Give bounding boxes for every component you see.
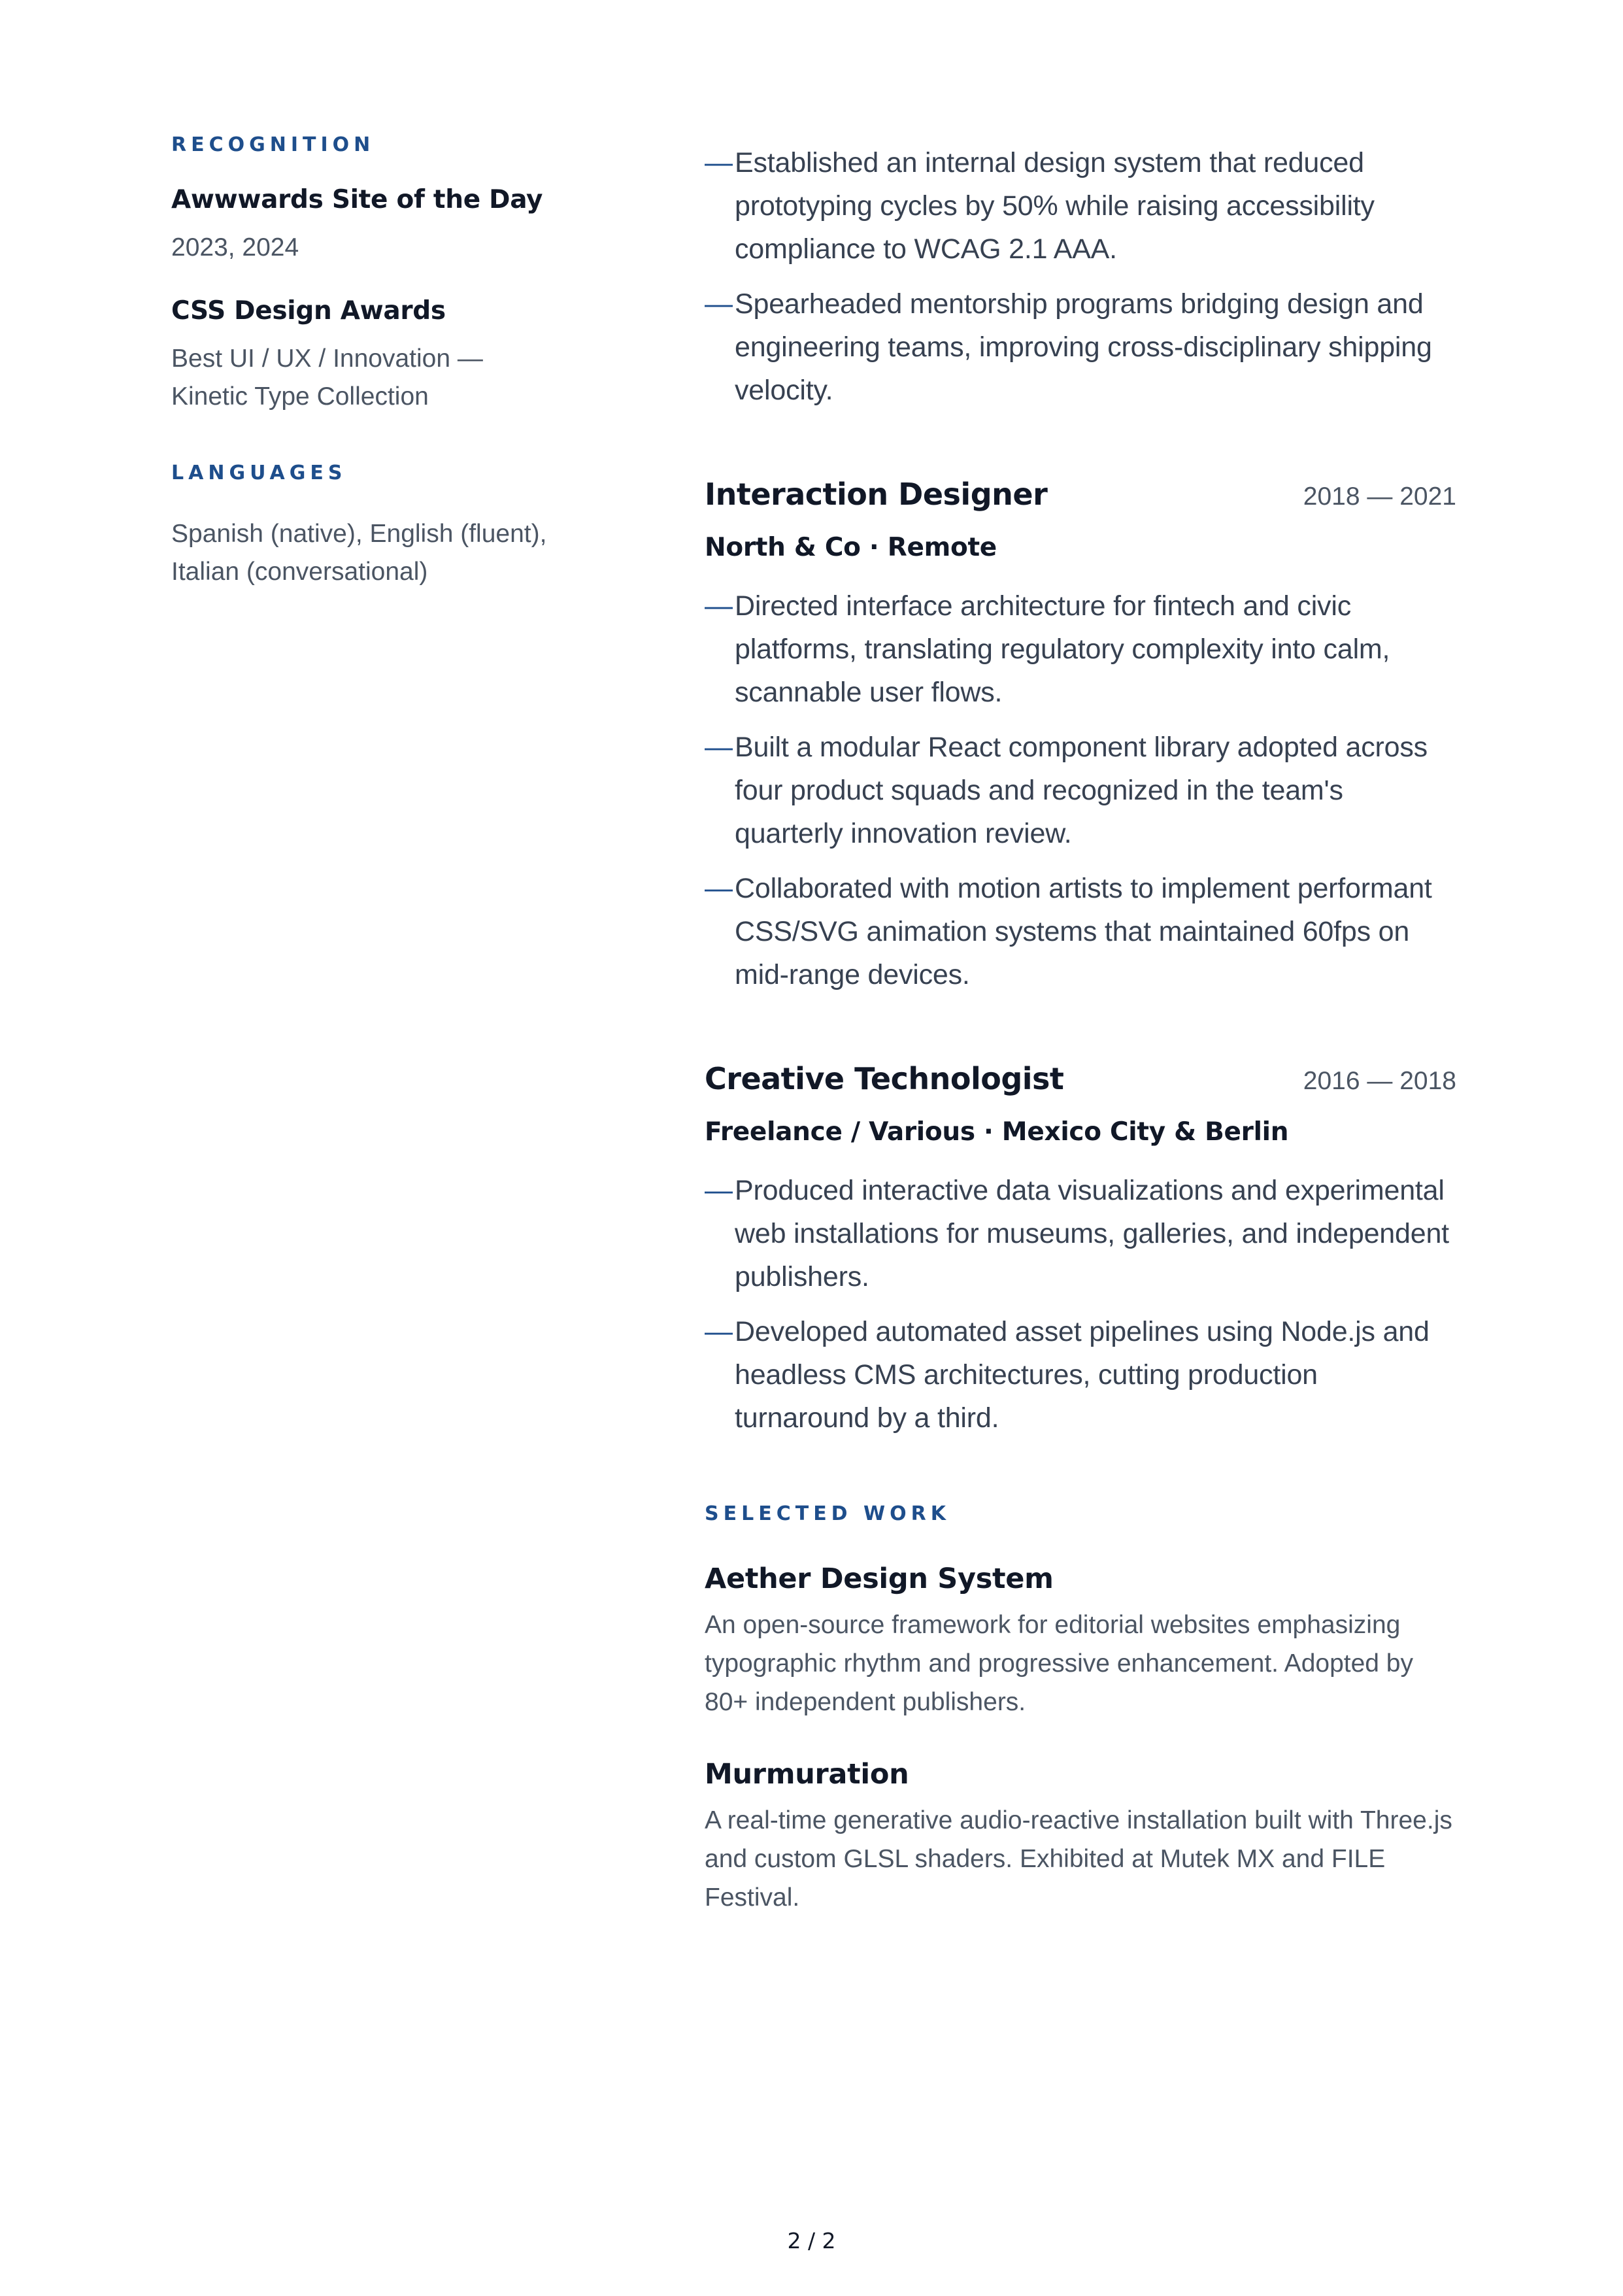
award-item <box>171 294 590 416</box>
job-title: Interaction Designer <box>705 477 1048 512</box>
award-detail-line: Best UI / UX / Innovation — <box>171 345 483 373</box>
job-title: Creative Technologist <box>705 1061 1064 1096</box>
job-bullet <box>705 282 1456 412</box>
bullet-text: Directed interface architecture for fintech and civic platforms, translating regulatory complexity into calm, scannable user flows. <box>735 590 1390 708</box>
project-item <box>705 1755 1456 1917</box>
dash-marker: — <box>705 1316 733 1347</box>
bullet-text: Established an internal design system that reduced prototyping cycles by 50% while raising accessibility compliance to WCAG 2.1 AAA. <box>735 147 1375 265</box>
dash-marker: — <box>705 590 733 622</box>
award-title: CSS Design Awards <box>171 296 446 326</box>
job-header <box>705 475 1456 516</box>
recognition-heading: RECOGNITION <box>171 133 375 156</box>
job-bullet <box>705 867 1456 996</box>
project-item <box>705 1560 1456 1721</box>
project-title: Murmuration <box>705 1758 909 1791</box>
job-bullet <box>705 584 1456 714</box>
job-bullets <box>705 584 1456 996</box>
job-company: North & Co · Remote <box>705 533 997 562</box>
award-detail <box>171 340 590 416</box>
job-bullet <box>705 726 1456 855</box>
job-dates: 2018 — 2021 <box>1303 482 1456 511</box>
languages-line: Spanish (native), English (fluent), <box>171 520 547 548</box>
project-title: Aether Design System <box>705 1562 1054 1595</box>
selected-work-heading: SELECTED WORK <box>705 1502 950 1525</box>
job-dates: 2016 — 2018 <box>1303 1067 1456 1095</box>
award-title: Awwwards Site of the Day <box>171 185 543 214</box>
job-bullet <box>705 141 1456 271</box>
job-entry <box>705 1059 1456 1440</box>
award-item <box>171 183 590 267</box>
bullet-text: Built a modular React component library adopted across four product squads and recognized in the team's quarterly innovation review. <box>735 732 1428 849</box>
job-entry <box>705 475 1456 996</box>
selected-work-section <box>705 1500 1456 1917</box>
bullet-text: Collaborated with motion artists to implement performant CSS/SVG animation systems that maintained 60fps on mid-range devices. <box>735 873 1432 990</box>
dash-marker: — <box>705 288 733 320</box>
bullet-text: Produced interactive data visualizations and experimental web installations for museums, galleries, and independent publishers. <box>735 1175 1449 1292</box>
project-description: A real-time generative audio-reactive installation built with Three.js and custom GLSL shaders. Exhibited at Mutek MX and FILE Festival. <box>705 1806 1452 1912</box>
job-bullet <box>705 1310 1456 1440</box>
bullet-text: Developed automated asset pipelines using Node.js and headless CMS architectures, cutting production turnaround by a third. <box>735 1316 1430 1434</box>
job-bullet <box>705 1169 1456 1298</box>
sidebar <box>171 131 590 591</box>
dash-marker: — <box>705 147 733 178</box>
job-bullets <box>705 1169 1456 1440</box>
bullet-text: Spearheaded mentorship programs bridging design and engineering teams, improving cross-disciplinary shipping velocity. <box>735 288 1432 406</box>
page-number: 2 / 2 <box>787 2228 836 2254</box>
languages-line: Italian (conversational) <box>171 558 428 586</box>
project-description: An open-source framework for editorial websites emphasizing typographic rhythm and progressive enhancement. Adopted by 80+ independent publishers. <box>705 1611 1414 1716</box>
dash-marker: — <box>705 873 733 904</box>
job-header <box>705 1059 1456 1101</box>
languages-text <box>171 515 590 591</box>
job-company: Freelance / Various · Mexico City & Berlin <box>705 1117 1289 1147</box>
continued-job-bullets <box>705 141 1456 412</box>
languages-heading: LANGUAGES <box>171 462 347 484</box>
dash-marker: — <box>705 1175 733 1206</box>
award-detail-line: Kinetic Type Collection <box>171 382 429 411</box>
award-detail: 2023, 2024 <box>171 233 299 262</box>
dash-marker: — <box>705 732 733 763</box>
main-content <box>705 141 1456 1917</box>
